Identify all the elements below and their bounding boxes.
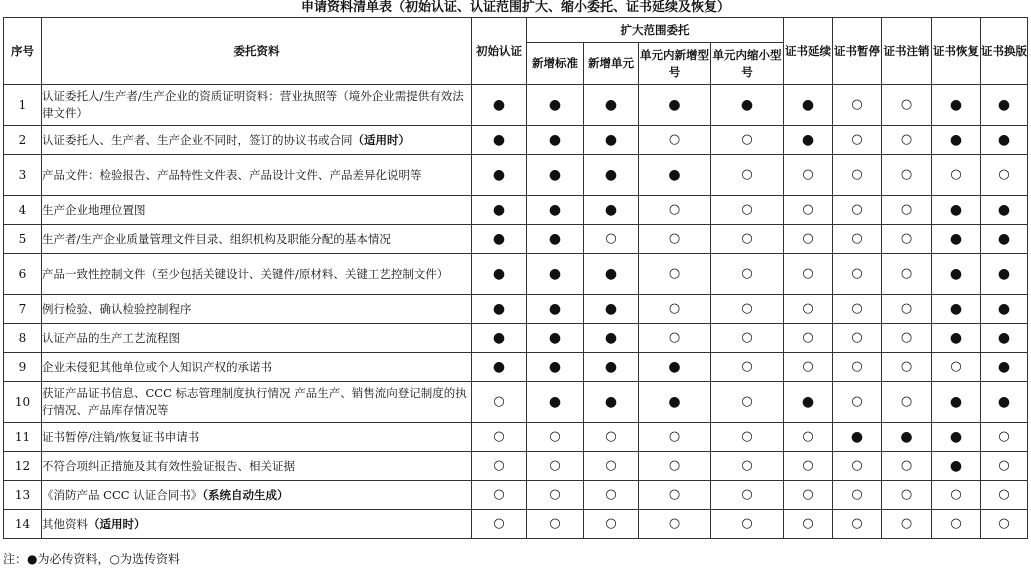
row-material [42,452,472,481]
row-material [42,295,472,324]
required-mark: ● [981,295,1028,324]
row-serial: 2 [4,126,42,155]
row-material-note: （适用时） [88,516,146,531]
header-cert-extend: 证书延续 [784,18,833,85]
required-mark: ● [932,225,981,254]
required-mark: ● [981,324,1028,353]
required-mark: ● [784,126,833,155]
table-row [4,452,1028,481]
header-cert-restore: 证书恢复 [932,18,981,85]
optional-mark: ○ [833,324,882,353]
optional-mark: ○ [932,155,981,196]
row-material-text: 生产者/生产企业质量管理文件目录、组织机构及职能分配的基本情况 [42,231,391,246]
table-row [4,481,1028,510]
optional-mark: ○ [833,155,882,196]
row-material [42,155,472,196]
row-material-text: 例行检验、确认检验控制程序 [42,301,192,316]
row-material [42,324,472,353]
required-mark: ● [981,126,1028,155]
optional-mark: ○ [584,452,639,481]
row-material-text: 其他资料 [42,516,88,531]
table-row [4,295,1028,324]
row-material [42,126,472,155]
required-mark: ● [472,85,527,126]
required-mark: ● [527,382,584,423]
optional-mark: ○ [711,254,784,295]
optional-mark: ○ [882,353,932,382]
optional-mark: ○ [711,225,784,254]
optional-mark: ○ [639,126,711,155]
required-mark: ● [932,85,981,126]
required-mark: ● [472,155,527,196]
required-mark: ● [527,126,584,155]
required-mark: ● [932,295,981,324]
header-cert-suspend: 证书暂停 [833,18,882,85]
header-new-standard: 新增标准 [527,43,584,85]
optional-mark: ○ [882,155,932,196]
optional-mark: ○ [584,423,639,452]
required-mark: ● [981,353,1028,382]
optional-mark: ○ [882,295,932,324]
required-mark: ● [472,254,527,295]
optional-mark: ○ [981,155,1028,196]
row-material [42,423,472,452]
table-row [4,85,1028,126]
optional-mark: ○ [833,510,882,539]
header-serial: 序号 [4,18,42,85]
optional-mark: ○ [784,155,833,196]
optional-mark: ○ [472,481,527,510]
optional-mark: ○ [527,452,584,481]
required-mark: ● [784,85,833,126]
row-serial: 8 [4,324,42,353]
required-mark: ● [711,85,784,126]
optional-mark: ○ [784,423,833,452]
legend-note: 注：●为必传资料，○为选传资料 [3,552,180,566]
required-mark: ● [981,254,1028,295]
optional-mark: ○ [981,452,1028,481]
required-mark: ● [527,353,584,382]
required-mark: ● [584,382,639,423]
required-mark: ● [639,155,711,196]
table-row [4,254,1028,295]
row-material-text: 产品文件：检验报告、产品特性文件表、产品设计文件、产品差异化说明等 [42,167,422,182]
optional-mark: ○ [711,155,784,196]
optional-mark: ○ [833,254,882,295]
required-mark: ● [584,155,639,196]
header-cert-cancel: 证书注销 [882,18,932,85]
row-serial: 4 [4,196,42,225]
optional-mark: ○ [639,196,711,225]
optional-mark: ○ [784,481,833,510]
required-mark: ● [584,126,639,155]
optional-mark: ○ [639,254,711,295]
row-serial: 1 [4,85,42,126]
optional-mark: ○ [882,196,932,225]
required-mark: ● [584,324,639,353]
optional-mark: ○ [711,126,784,155]
optional-mark: ○ [932,510,981,539]
row-serial: 7 [4,295,42,324]
table-row [4,510,1028,539]
optional-mark: ○ [981,481,1028,510]
row-material-text: 企业未侵犯其他单位或个人知识产权的承诺书 [42,359,272,374]
required-mark: ● [527,254,584,295]
required-mark: ● [472,126,527,155]
optional-mark: ○ [882,254,932,295]
optional-mark: ○ [584,510,639,539]
optional-mark: ○ [833,382,882,423]
required-mark: ● [639,353,711,382]
row-serial: 12 [4,452,42,481]
table-row [4,225,1028,254]
table-row [4,324,1028,353]
optional-mark: ○ [932,353,981,382]
table-row [4,382,1028,423]
table-row [4,423,1028,452]
required-mark: ● [527,155,584,196]
required-mark: ● [639,85,711,126]
row-serial: 3 [4,155,42,196]
required-mark: ● [472,225,527,254]
required-mark: ● [981,225,1028,254]
materials-table [3,17,1028,539]
optional-mark: ○ [833,353,882,382]
optional-mark: ○ [472,423,527,452]
required-mark: ● [932,452,981,481]
row-material-note: （系统自动生成） [202,487,289,502]
required-mark: ● [833,423,882,452]
header-initial: 初始认证 [472,18,527,85]
optional-mark: ○ [833,452,882,481]
row-material-text: 获证产品证书信息、CCC 标志管理制度执行情况 产品生产、销售流向登记制度的执行情况、产品库存情况等 [42,386,467,417]
required-mark: ● [882,423,932,452]
row-material [42,196,472,225]
table-row [4,155,1028,196]
optional-mark: ○ [527,510,584,539]
optional-mark: ○ [784,254,833,295]
optional-mark: ○ [784,196,833,225]
optional-mark: ○ [639,452,711,481]
optional-mark: ○ [639,423,711,452]
row-material-text: 认证委托人/生产者/生产企业的资质证明资料：营业执照等（境外企业需提供有效法律文件） [42,89,464,120]
optional-mark: ○ [711,353,784,382]
header-expand-group: 扩大范围委托 [527,18,784,43]
row-material [42,382,472,423]
optional-mark: ○ [639,324,711,353]
row-material-note: （适用时） [352,132,410,147]
header-unit-new-model: 单元内新增型号 [639,43,711,85]
row-serial: 10 [4,382,42,423]
optional-mark: ○ [639,225,711,254]
required-mark: ● [472,324,527,353]
required-mark: ● [981,85,1028,126]
optional-mark: ○ [882,225,932,254]
required-mark: ● [784,382,833,423]
optional-mark: ○ [882,510,932,539]
required-mark: ● [932,196,981,225]
required-mark: ● [932,126,981,155]
optional-mark: ○ [882,452,932,481]
required-mark: ● [932,382,981,423]
required-mark: ● [472,295,527,324]
optional-mark: ○ [472,510,527,539]
row-material [42,481,472,510]
header-material: 委托资料 [42,18,472,85]
optional-mark: ○ [932,481,981,510]
optional-mark: ○ [584,225,639,254]
optional-mark: ○ [472,452,527,481]
required-mark: ● [584,353,639,382]
row-serial: 9 [4,353,42,382]
optional-mark: ○ [882,126,932,155]
required-mark: ● [527,295,584,324]
optional-mark: ○ [711,382,784,423]
required-mark: ● [932,254,981,295]
required-mark: ● [981,382,1028,423]
optional-mark: ○ [882,481,932,510]
optional-mark: ○ [833,85,882,126]
row-material-text: 不符合项纠正措施及其有效性验证报告、相关证据 [42,458,295,473]
header-new-unit: 新增单元 [584,43,639,85]
optional-mark: ○ [833,126,882,155]
optional-mark: ○ [639,481,711,510]
required-mark: ● [527,85,584,126]
optional-mark: ○ [833,225,882,254]
optional-mark: ○ [784,353,833,382]
required-mark: ● [639,382,711,423]
optional-mark: ○ [882,324,932,353]
optional-mark: ○ [639,510,711,539]
row-material-text: 生产企业地理位置图 [42,202,146,217]
optional-mark: ○ [711,295,784,324]
optional-mark: ○ [711,196,784,225]
row-serial: 6 [4,254,42,295]
required-mark: ● [584,254,639,295]
required-mark: ● [472,196,527,225]
optional-mark: ○ [784,324,833,353]
row-serial: 13 [4,481,42,510]
optional-mark: ○ [784,225,833,254]
optional-mark: ○ [711,324,784,353]
required-mark: ● [527,225,584,254]
row-serial: 14 [4,510,42,539]
optional-mark: ○ [711,423,784,452]
required-mark: ● [584,295,639,324]
optional-mark: ○ [981,510,1028,539]
required-mark: ● [584,85,639,126]
required-mark: ● [981,196,1028,225]
optional-mark: ○ [527,481,584,510]
optional-mark: ○ [711,481,784,510]
table-row [4,196,1028,225]
row-material-text: 认证产品的生产工艺流程图 [42,330,180,345]
optional-mark: ○ [784,295,833,324]
optional-mark: ○ [882,85,932,126]
row-serial: 11 [4,423,42,452]
row-material-text: 认证委托人、生产者、生产企业不同时，签订的协议书或合同 [42,132,353,147]
row-material-text: 产品一致性控制文件（至少包括关键设计、关键件/原材料、关键工艺控制文件） [42,266,449,281]
optional-mark: ○ [833,196,882,225]
row-material-text: 《消防产品 CCC 认证合同书》 [42,487,203,502]
optional-mark: ○ [584,481,639,510]
table-row [4,353,1028,382]
optional-mark: ○ [472,382,527,423]
table-row [4,126,1028,155]
header-unit-reduce-model: 单元内缩小型号 [711,43,784,85]
table-title: 申请资料清单表（初始认证、认证范围扩大、缩小委托、证书延续及恢复） [300,0,730,15]
row-material-text: 证书暂停/注销/恢复证书申请书 [42,429,200,444]
required-mark: ● [932,324,981,353]
optional-mark: ○ [639,295,711,324]
row-material [42,225,472,254]
row-material [42,353,472,382]
required-mark: ● [584,196,639,225]
table-body [4,85,1028,539]
optional-mark: ○ [527,423,584,452]
optional-mark: ○ [981,423,1028,452]
optional-mark: ○ [784,510,833,539]
row-material [42,510,472,539]
row-material [42,85,472,126]
optional-mark: ○ [711,452,784,481]
required-mark: ● [527,196,584,225]
row-material [42,254,472,295]
optional-mark: ○ [882,382,932,423]
required-mark: ● [932,423,981,452]
header-cert-renew: 证书换版 [981,18,1028,85]
row-serial: 5 [4,225,42,254]
optional-mark: ○ [711,510,784,539]
required-mark: ● [527,324,584,353]
optional-mark: ○ [784,452,833,481]
required-mark: ● [472,353,527,382]
optional-mark: ○ [833,481,882,510]
optional-mark: ○ [833,295,882,324]
